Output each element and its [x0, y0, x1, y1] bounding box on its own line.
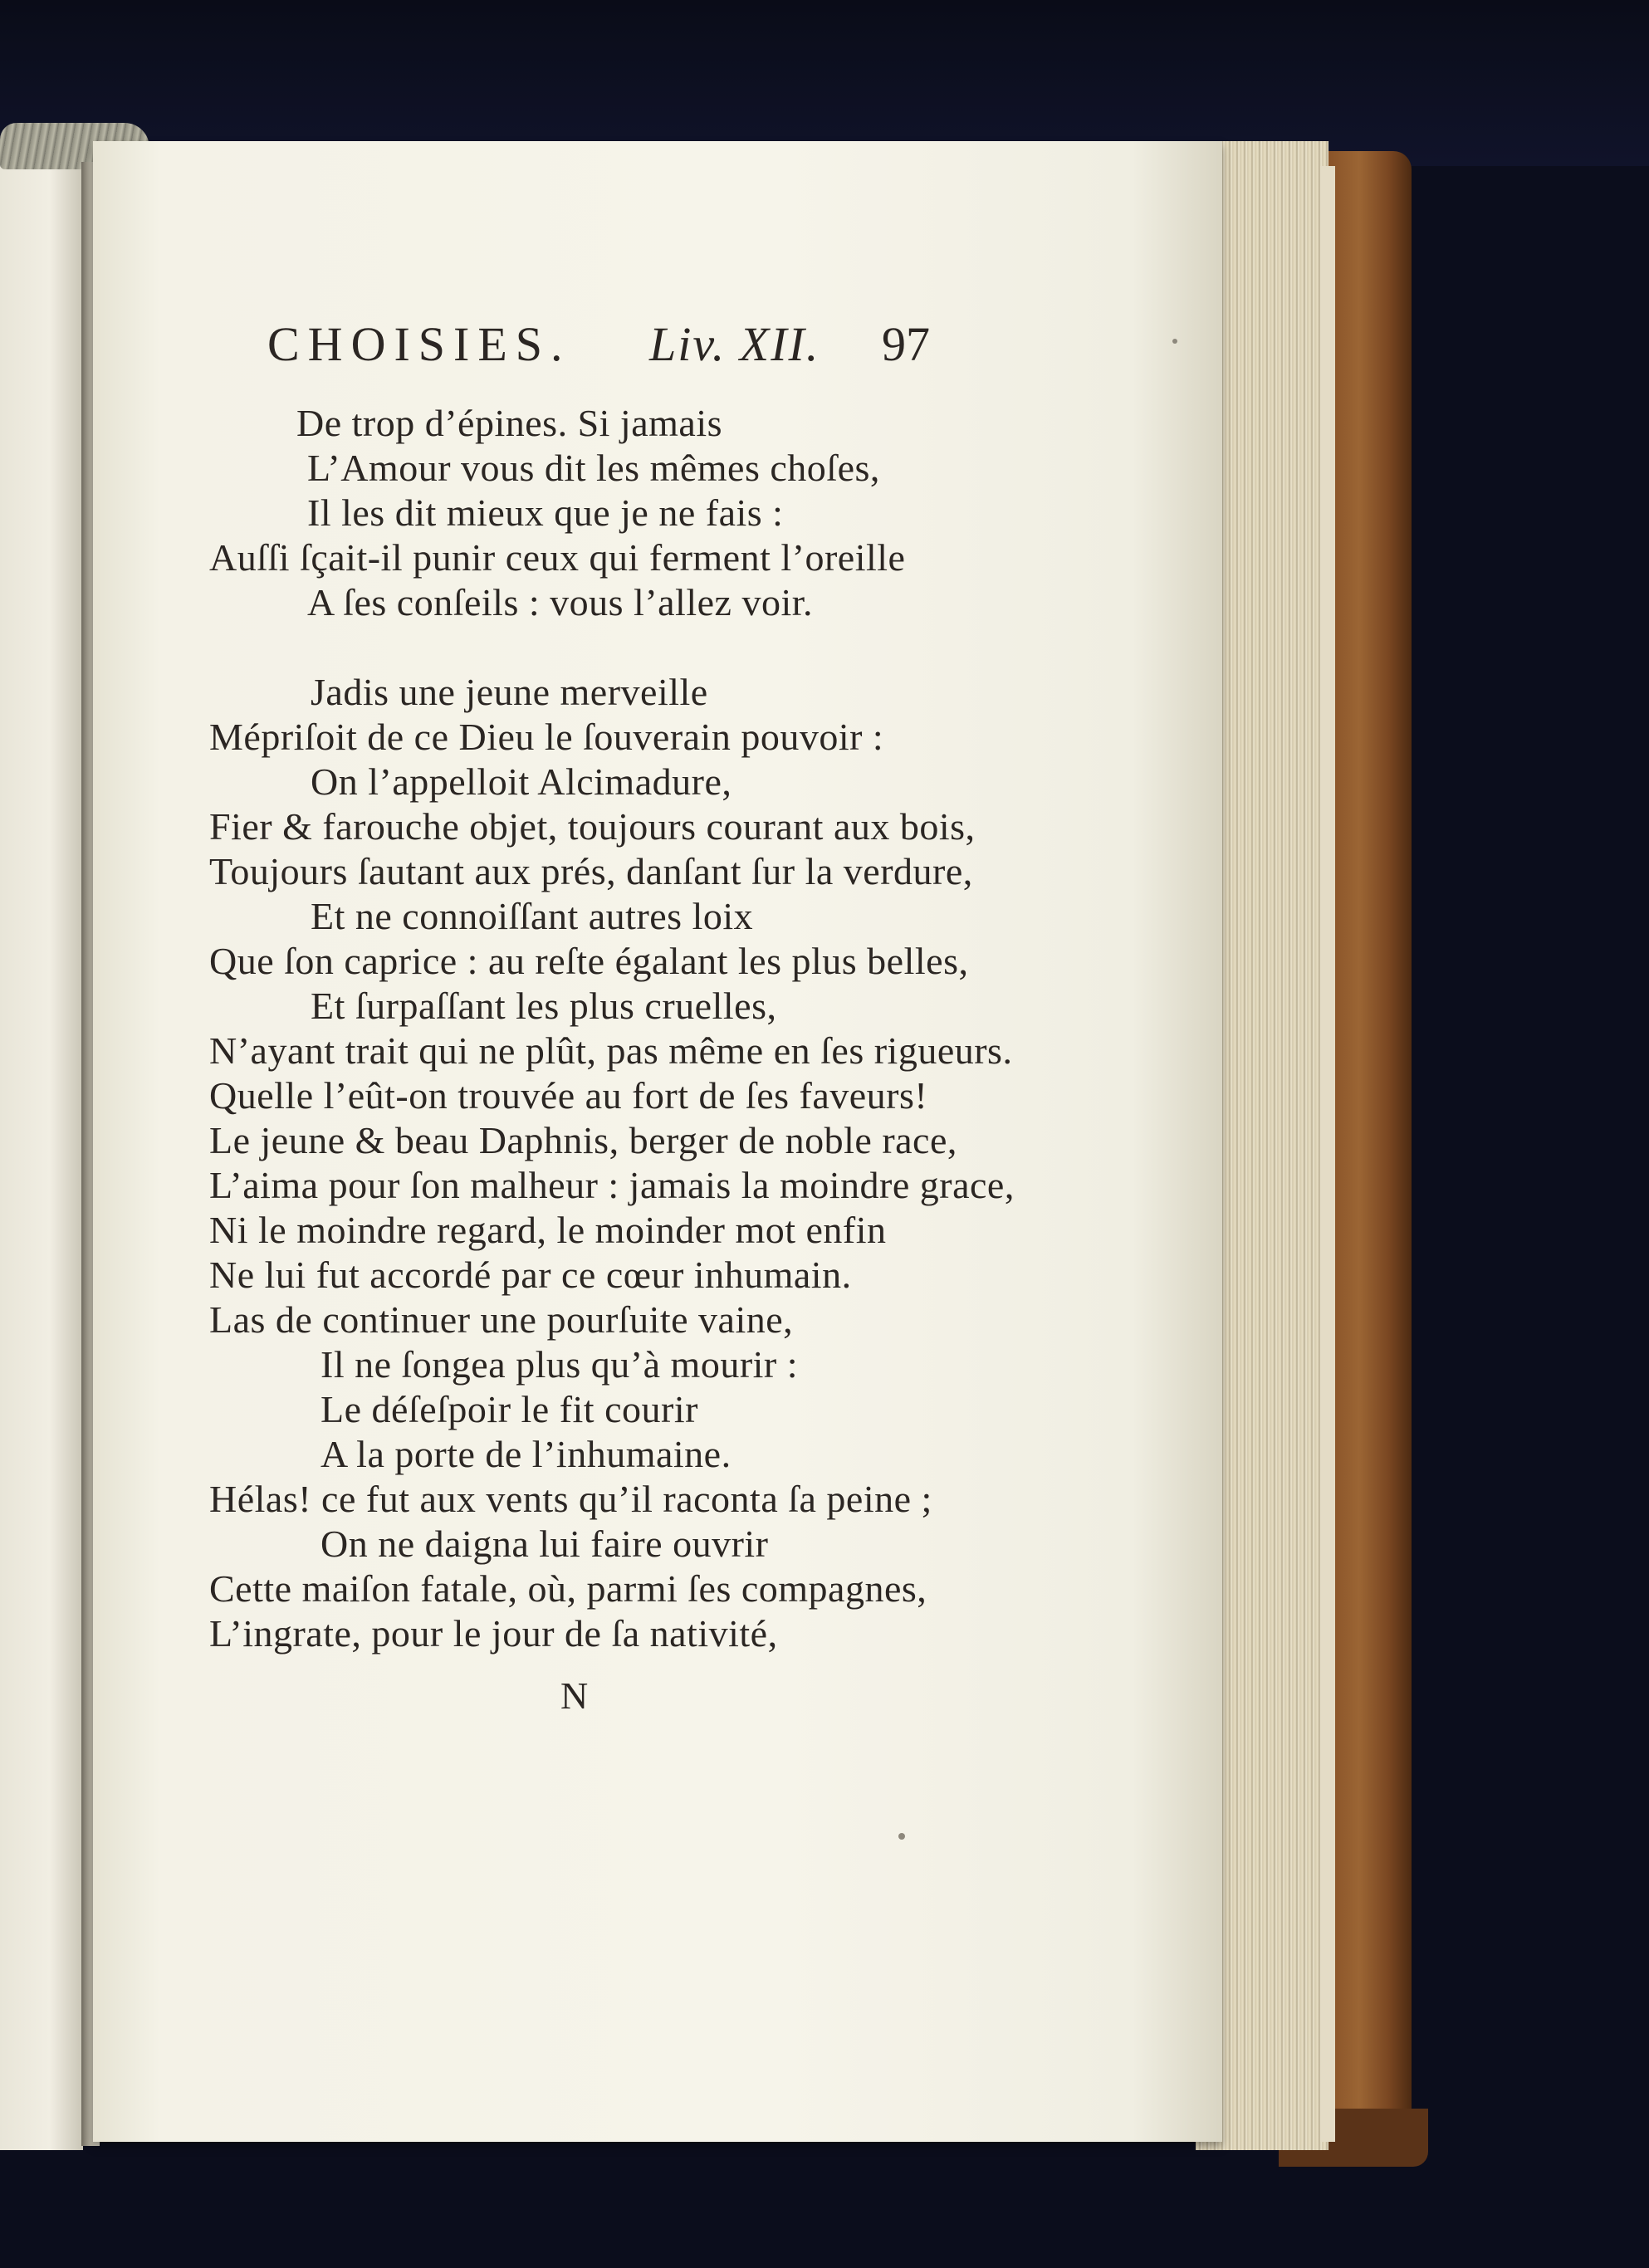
verse-line: On l’appelloit Alcimadure, — [311, 760, 732, 803]
verse-line: Le jeune & beau Daphnis, berger de noble race, — [209, 1119, 957, 1161]
running-title: CHOISIES. — [267, 317, 571, 371]
verse-line: Toujours ſautant aux prés, danſant ſur la verdure, — [209, 850, 973, 892]
verse-line: De trop d’épines. Si jamais — [296, 402, 723, 444]
signature-mark: N — [560, 1674, 589, 1717]
paper-speck — [898, 1833, 905, 1840]
verse-line: Ne lui fut accordé par ce cœur inhumain. — [209, 1254, 852, 1296]
verse-line: Auſſi ſçait-il punir ceux qui ferment l’oreille — [209, 536, 906, 579]
verse-line: Jadis une jeune merveille — [311, 671, 708, 713]
verse-line: L’aima pour ſon malheur : jamais la moindre grace, — [209, 1164, 1015, 1206]
verse-line: Le déſeſpoir le fit courir — [321, 1388, 698, 1430]
verse-line: Fier & farouche objet, toujours courant aux bois, — [209, 805, 976, 848]
book-reference: Liv. XII. — [649, 317, 820, 371]
verse-line: Hélas! ce fut aux vents qu’il raconta ſa peine ; — [209, 1478, 932, 1520]
verse-line: Il ne ſongea plus qu’à mourir : — [321, 1343, 799, 1386]
page-header — [267, 311, 1098, 378]
page-edge-highlight — [1320, 166, 1335, 2142]
page-number: 97 — [882, 317, 930, 371]
verse-line: Cette maiſon fatale, où, parmi ſes compagnes, — [209, 1567, 927, 1610]
left-page — [0, 158, 83, 2150]
page-text — [93, 141, 1222, 2142]
paper-speck — [1172, 339, 1177, 344]
verse-line: Quelle l’eût-on trouvée au fort de ſes faveurs! — [209, 1074, 928, 1117]
verse-line: Et ſurpaſſant les plus cruelles, — [311, 985, 777, 1027]
verse-line: Ni le moindre regard, le moinder mot enfin — [209, 1209, 887, 1251]
verse-line: Et ne connoiſſant autres loix — [311, 895, 754, 937]
verse-line: Que ſon caprice : au reſte égalant les plus belles, — [209, 940, 969, 982]
verse-line: Mépriſoit de ce Dieu le ſouverain pouvoir : — [209, 716, 884, 758]
verse-line: A ſes conſeils : vous l’allez voir. — [307, 581, 814, 623]
verse-line: Las de continuer une pourſuite vaine, — [209, 1298, 794, 1341]
right-page — [93, 141, 1222, 2142]
verse-line: N’ayant trait qui ne plût, pas même en ſes rigueurs. — [209, 1029, 1013, 1072]
verse-line: Il les dit mieux que je ne fais : — [307, 491, 784, 534]
verse-line: A la porte de l’inhumaine. — [321, 1433, 732, 1475]
verse-line: L’ingrate, pour le jour de ſa nativité, — [209, 1612, 778, 1655]
verse-line: On ne daigna lui faire ouvrir — [321, 1523, 769, 1565]
verse-line: L’Amour vous dit les mêmes choſes, — [307, 447, 880, 489]
